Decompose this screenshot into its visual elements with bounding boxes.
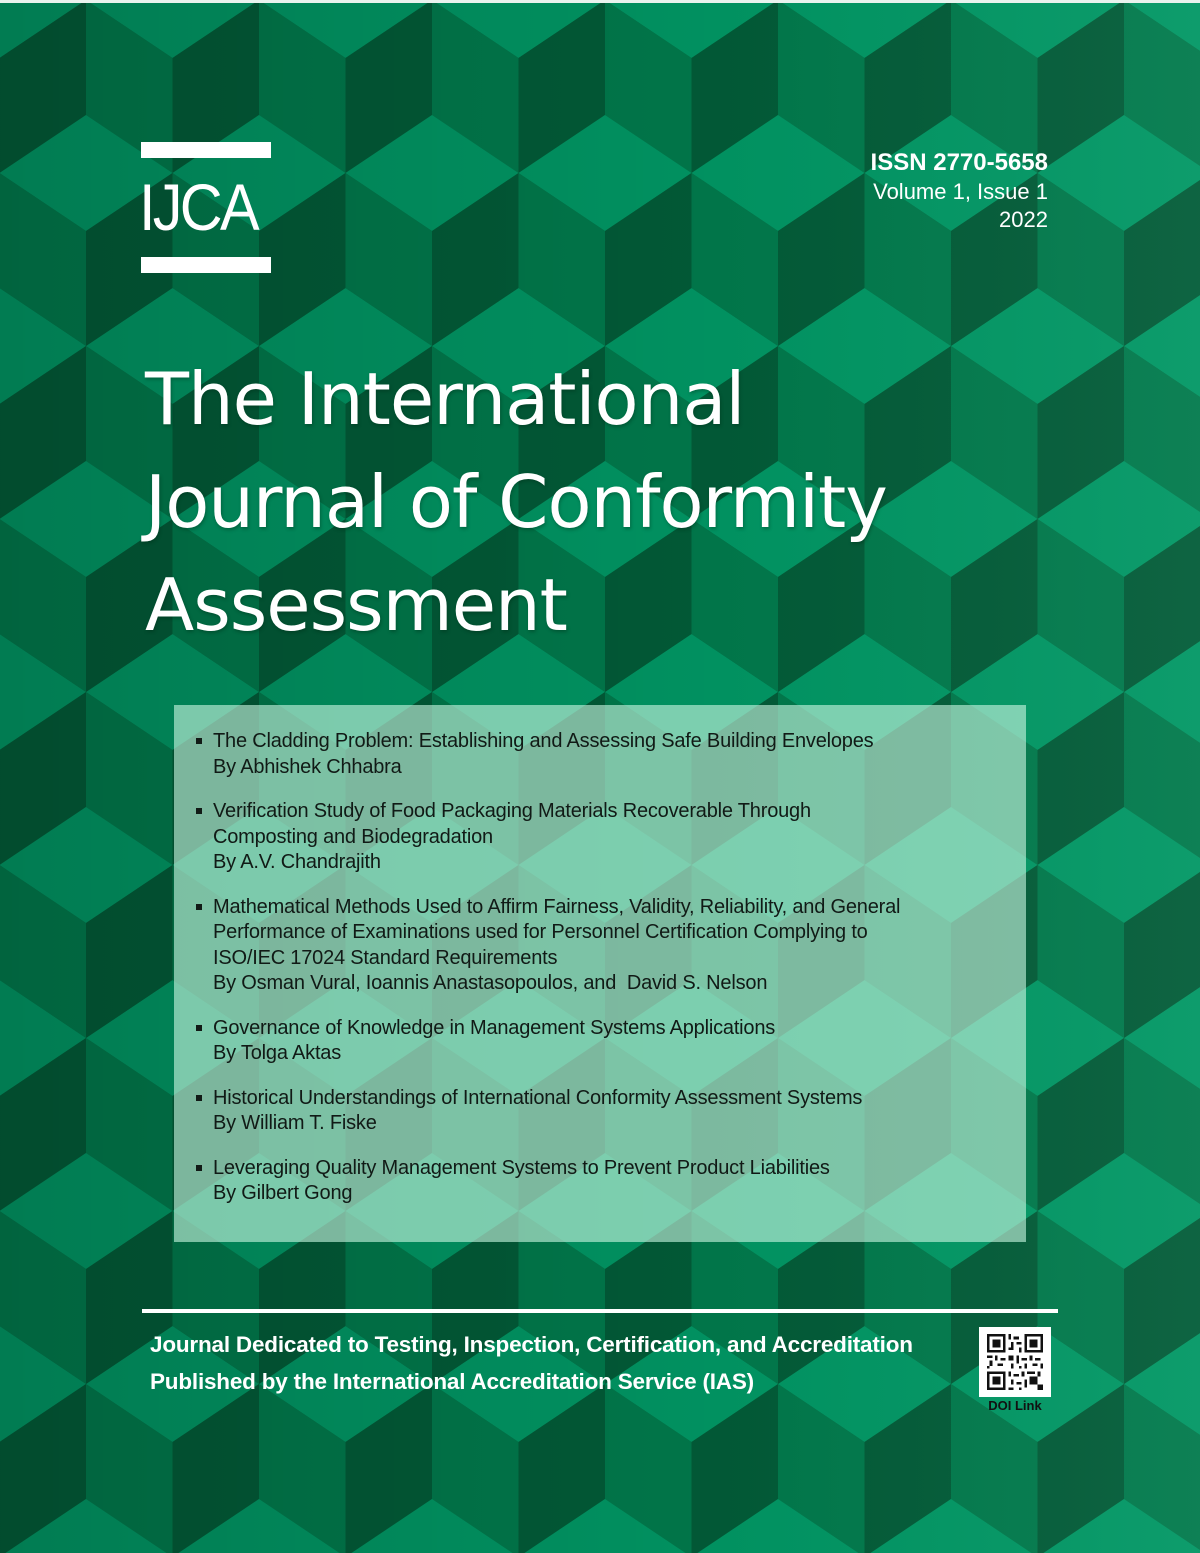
footer-divider bbox=[142, 1309, 1058, 1313]
qr-code-icon bbox=[987, 1333, 1043, 1391]
article-authors: By Abhishek Chhabra bbox=[213, 755, 402, 778]
journal-title-line-2: Journal of Conformity bbox=[145, 460, 887, 544]
square-bullet-icon bbox=[196, 1025, 202, 1031]
article-authors: By William T. Fiske bbox=[213, 1112, 377, 1134]
article-item bbox=[196, 895, 1006, 997]
square-bullet-icon bbox=[196, 904, 202, 910]
article-authors: By Tolga Aktas bbox=[213, 1042, 342, 1064]
square-bullet-icon bbox=[196, 738, 202, 744]
issue-info bbox=[871, 148, 1048, 234]
publication-year: 2022 bbox=[999, 207, 1048, 232]
article-title-line: Performance of Examinations used for Personnel Certification Complying to bbox=[213, 921, 868, 943]
logo-text: IJCA bbox=[139, 170, 257, 244]
article-title-line: Mathematical Methods Used to Affirm Fairness, Validity, Reliability, and General bbox=[213, 895, 901, 918]
article-authors: By Gilbert Gong bbox=[213, 1182, 353, 1204]
article-authors: By Osman Vural, Ioannis Anastasopoulos, and David S. Nelson bbox=[213, 972, 768, 994]
article-list bbox=[196, 729, 1006, 1226]
volume-issue: Volume 1, Issue 1 bbox=[873, 179, 1048, 204]
doi-qr-code[interactable] bbox=[979, 1327, 1051, 1397]
contents-panel bbox=[174, 705, 1026, 1242]
article-title: Governance of Knowledge in Management Systems Applications bbox=[213, 1016, 776, 1039]
journal-title-line-3: Assessment bbox=[145, 563, 567, 647]
square-bullet-icon bbox=[196, 1165, 202, 1171]
journal-title-line-1: The International bbox=[145, 357, 745, 441]
top-edge-strip bbox=[0, 0, 1200, 3]
article-authors: By A.V. Chandrajith bbox=[213, 851, 381, 873]
issn-number: ISSN 2770-5658 bbox=[870, 149, 1048, 176]
square-bullet-icon bbox=[196, 1095, 202, 1101]
journal-title bbox=[145, 348, 887, 657]
square-bullet-icon bbox=[196, 808, 202, 814]
logo-top-bar bbox=[141, 142, 271, 158]
article-item bbox=[196, 1086, 1006, 1137]
article-title-line: Verification Study of Food Packaging Materials Recoverable Through bbox=[213, 800, 811, 822]
logo-bottom-bar bbox=[141, 257, 271, 273]
article-item bbox=[196, 1156, 1006, 1207]
footer-text bbox=[150, 1326, 913, 1400]
article-title-line: Composting and Biodegradation bbox=[213, 825, 493, 848]
article-item bbox=[196, 1016, 1006, 1067]
journal-logo bbox=[141, 142, 271, 274]
footer-tagline: Journal Dedicated to Testing, Inspection, Certification, and Accreditation bbox=[150, 1332, 913, 1357]
article-title: Historical Understandings of International Conformity Assessment Systems bbox=[213, 1086, 863, 1109]
article-title-line: ISO/IEC 17024 Standard Requirements bbox=[213, 946, 558, 969]
article-title: Leveraging Quality Management Systems to Prevent Product Liabilities bbox=[213, 1156, 830, 1179]
article-item bbox=[196, 799, 1006, 876]
footer-publisher: Published by the International Accreditation Service (IAS) bbox=[150, 1369, 754, 1394]
article-title: The Cladding Problem: Establishing and Assessing Safe Building Envelopes bbox=[213, 730, 874, 752]
doi-link-label[interactable]: DOI Link bbox=[988, 1398, 1042, 1413]
article-item bbox=[196, 729, 1006, 780]
